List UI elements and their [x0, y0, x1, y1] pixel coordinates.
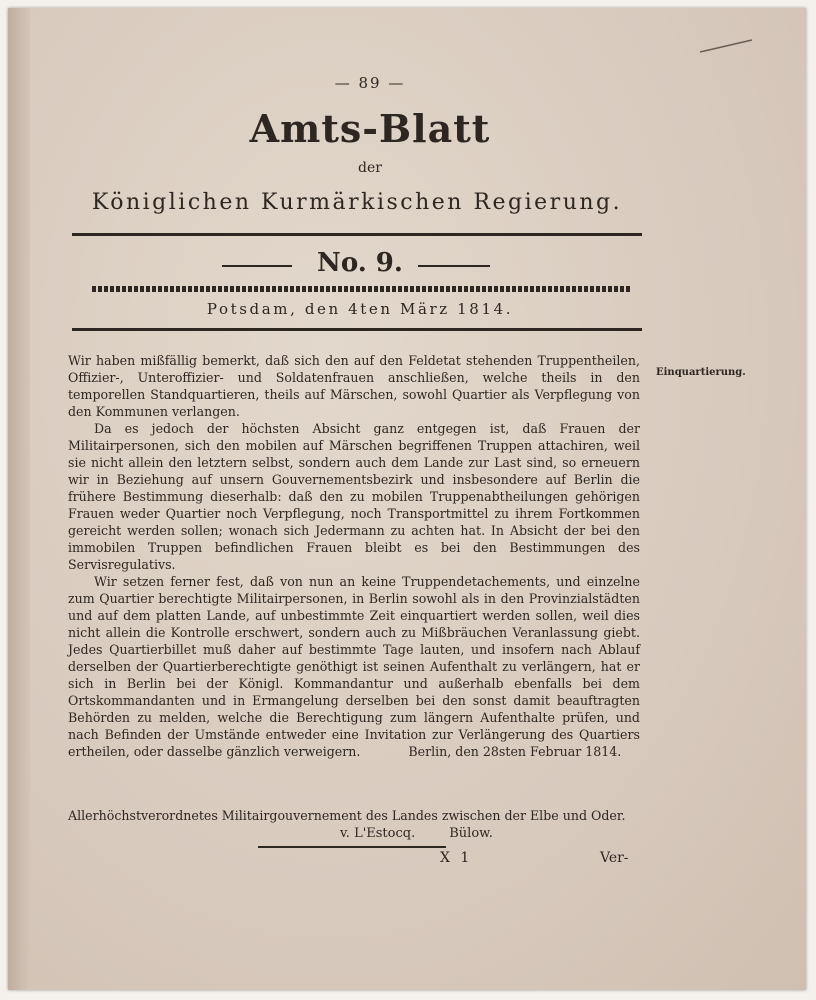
signatory-buelow: Bülow. [449, 826, 493, 841]
issuing-authority: Allerhöchstverordnetes Militairgouvernement des Landes zwischen der Elbe und Oder. [68, 808, 626, 823]
signatories [340, 826, 640, 841]
paragraph: Da es jedoch der höchsten Absicht ganz entgegen ist, daß Frauen der Militairpersonen, sich den mobilen auf Märschen begriffenen Truppen attachiren, weil sie nicht allein den letztern selbst, sondern auch dem Lande zur Last sind, so erneuern wir in Beziehung auf unsern Gouvernementsbezirk und insbesondere auf Berlin die frühere Bestimmung dieserhalb: daß den zu mobilen Truppenabtheilungen gehörigen Frauen weder Quartier noch Verpflegung, noch Transportmittel zu ihrem Fortkommen gereicht werden sollen; wonach sich Jedermann zu achten hat. In Absicht der bei den immobilen Truppen befindlichen Frauen bleibt es bei den Bestimmungen des Servisregulativs. [68, 421, 640, 572]
page-edge [8, 8, 30, 990]
margin-note: Einquartierung. [656, 367, 746, 378]
dateline: Potsdam, den 4ten März 1814. [206, 300, 514, 318]
page-title: Amts-Blatt [249, 106, 491, 151]
issue-number: No. 9. [317, 248, 403, 278]
issue-rule-right [418, 265, 490, 267]
paragraph [68, 573, 640, 760]
title-connector: der [358, 160, 382, 176]
signatory-lestocq: v. L'Estocq. [340, 826, 416, 841]
catchword: Ver- [600, 850, 629, 866]
header-rule-bottom [72, 328, 642, 331]
paragraph-text: Wir setzen ferner fest, daß von nun an keine Truppendetachements, und einzelne zum Quartier berechtigte Militairpersonen, in Berlin sowohl als in den Provinzialstädten und auf dem platten Lande, auf unbestimmte Zeit einquartiert werden sollen, weil dies nicht allein die Kontrolle erschwert, sondern auch zu Mißbräuchen Veranlassung giebt. Jedes Quartierbillet muß daher auf bestimmte Tage lauten, und insofern nach Ablauf derselben der Quartierberechtigte genöthigt ist seinen Aufenthalt zu verlängern, hat er sich in Berlin bei der Königl. Kommandantur und außerhalb ebenfalls bei dem Ortskommandanten und in Ermangelung derselben bei den sonst damit beauftragten Behörden zu melden, welche die Berechtigung zum längern Aufenthalte prüfen, und nach Befinden der Umstände entweder eine Invitation zur Verlängerung des Quartiers ertheilen, oder dasselbe gänzlich verweigern. [68, 574, 640, 759]
paragraph: Wir haben mißfällig bemerkt, daß sich den auf den Feldetat stehenden Truppentheilen, Offizier-, Unteroffizier- und Soldatenfrauen anschließen, welche theils in den temporellen Standquartieren, theils auf Märschen, sowohl Quartier als Verpflegung von den Kommunen verlangen. [68, 353, 640, 419]
header-rule-top [72, 233, 642, 236]
closing-date: Berlin, den 28sten Februar 1814. [408, 744, 622, 759]
closing-rule [258, 846, 446, 848]
signature-mark: X 1 [440, 850, 473, 866]
issue-rule-left [222, 265, 292, 267]
page-number: — 89 — [334, 74, 406, 92]
body-text [68, 352, 640, 760]
page-subtitle: Königlichen Kurmärkischen Regierung. [91, 190, 623, 215]
pen-mark [698, 36, 754, 56]
ornamental-rule [92, 286, 632, 292]
